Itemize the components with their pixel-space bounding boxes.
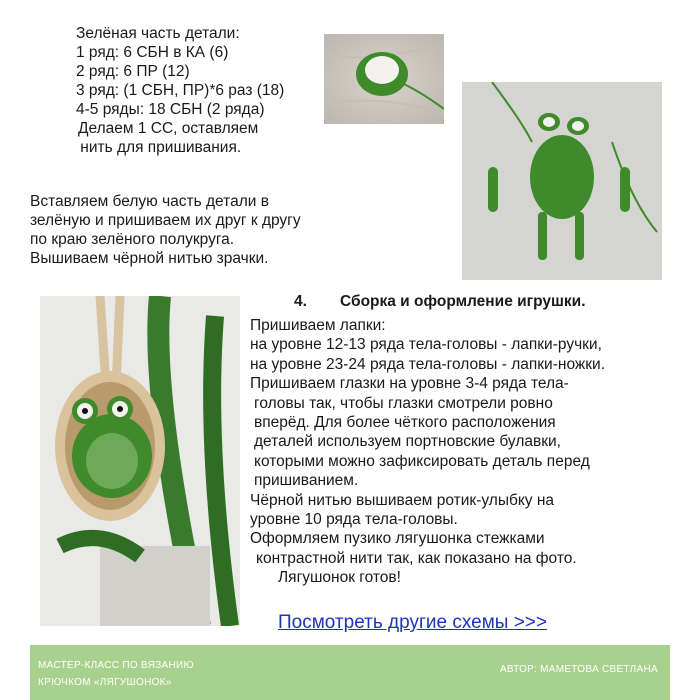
instruction-line: Чёрной нитью вышиваем ротик-улыбку на <box>250 491 555 509</box>
instruction-line: уровне 10 ряда тела-головы. <box>250 511 458 529</box>
instruction-line: Вышиваем чёрной нитью зрачки. <box>30 250 269 267</box>
green-part-instructions <box>76 24 284 157</box>
instruction-line: Пришиваем лапки: <box>250 317 386 334</box>
finished-frog-photo <box>40 296 240 626</box>
instruction-line: 2 ряд: 6 ПР (12) <box>76 63 190 80</box>
instruction-line: Делаем 1 СС, оставляем <box>78 120 259 137</box>
instruction-line: Оформляем пузико лягушонка стежками <box>250 530 545 548</box>
instruction-line: Пришиваем глазки на уровне 3-4 ряда тела- <box>250 375 569 393</box>
instruction-line: 4-5 ряды: 18 СБН (2 ряда) <box>76 101 265 118</box>
eye-part-illustration <box>324 34 444 124</box>
other-schemes-link[interactable]: Посмотреть другие схемы >>> <box>278 612 547 633</box>
instruction-line: контрастной нити так, как показано на фото. <box>256 549 577 567</box>
instruction-line: 1 ряд: 6 СБН в КА (6) <box>76 44 229 61</box>
instruction-line: вперёд. Для более чёткого расположения <box>254 414 556 432</box>
footer-banner <box>30 645 670 700</box>
instruction-line: на уровне 23-24 ряда тела-головы - лапки-ножки. <box>250 355 606 373</box>
instruction-line: нить для пришивания. <box>76 139 242 156</box>
instruction-line: пришиванием. <box>254 472 359 490</box>
instruction-line: головы так, чтобы глазки смотрели ровно <box>254 394 553 412</box>
masterclass-title-line: КРЮЧКОМ «ЛЯГУШОНОК» <box>38 677 172 688</box>
instruction-line: которыми можно зафиксировать деталь перед <box>254 452 590 470</box>
green-part-title: Зелёная часть детали: <box>76 25 240 42</box>
section-number: 4. <box>294 293 307 310</box>
instruction-line: по краю зелёного полукруга. <box>30 231 235 248</box>
assembly-heading <box>294 293 586 311</box>
assembly-instructions <box>250 316 605 588</box>
instruction-line: на уровне 12-13 ряда тела-головы - лапки-ручки, <box>250 336 602 354</box>
insert-instructions <box>30 192 301 268</box>
frog-parts-illustration <box>462 82 662 280</box>
masterclass-title-line: МАСТЕР-КЛАСС ПО ВЯЗАНИЮ <box>38 660 194 671</box>
instruction-line: деталей используем портновские булавки, <box>254 433 561 451</box>
finished-frog-illustration <box>40 296 240 626</box>
author-credit: АВТОР: МАМЕТОВА СВЕТЛАНА <box>499 664 658 675</box>
masterclass-title <box>38 657 194 691</box>
frog-parts-photo <box>462 82 662 280</box>
instruction-line: зелёную и пришиваем их друг к другу <box>30 212 301 229</box>
section-title: Сборка и оформление игрушки. <box>340 293 586 310</box>
eye-part-photo <box>324 34 444 124</box>
instruction-line: 3 ряд: (1 СБН, ПР)*6 раз (18) <box>76 82 285 99</box>
instruction-line: Вставляем белую часть детали в <box>30 193 269 210</box>
final-line: Лягушонок готов! <box>278 569 401 587</box>
